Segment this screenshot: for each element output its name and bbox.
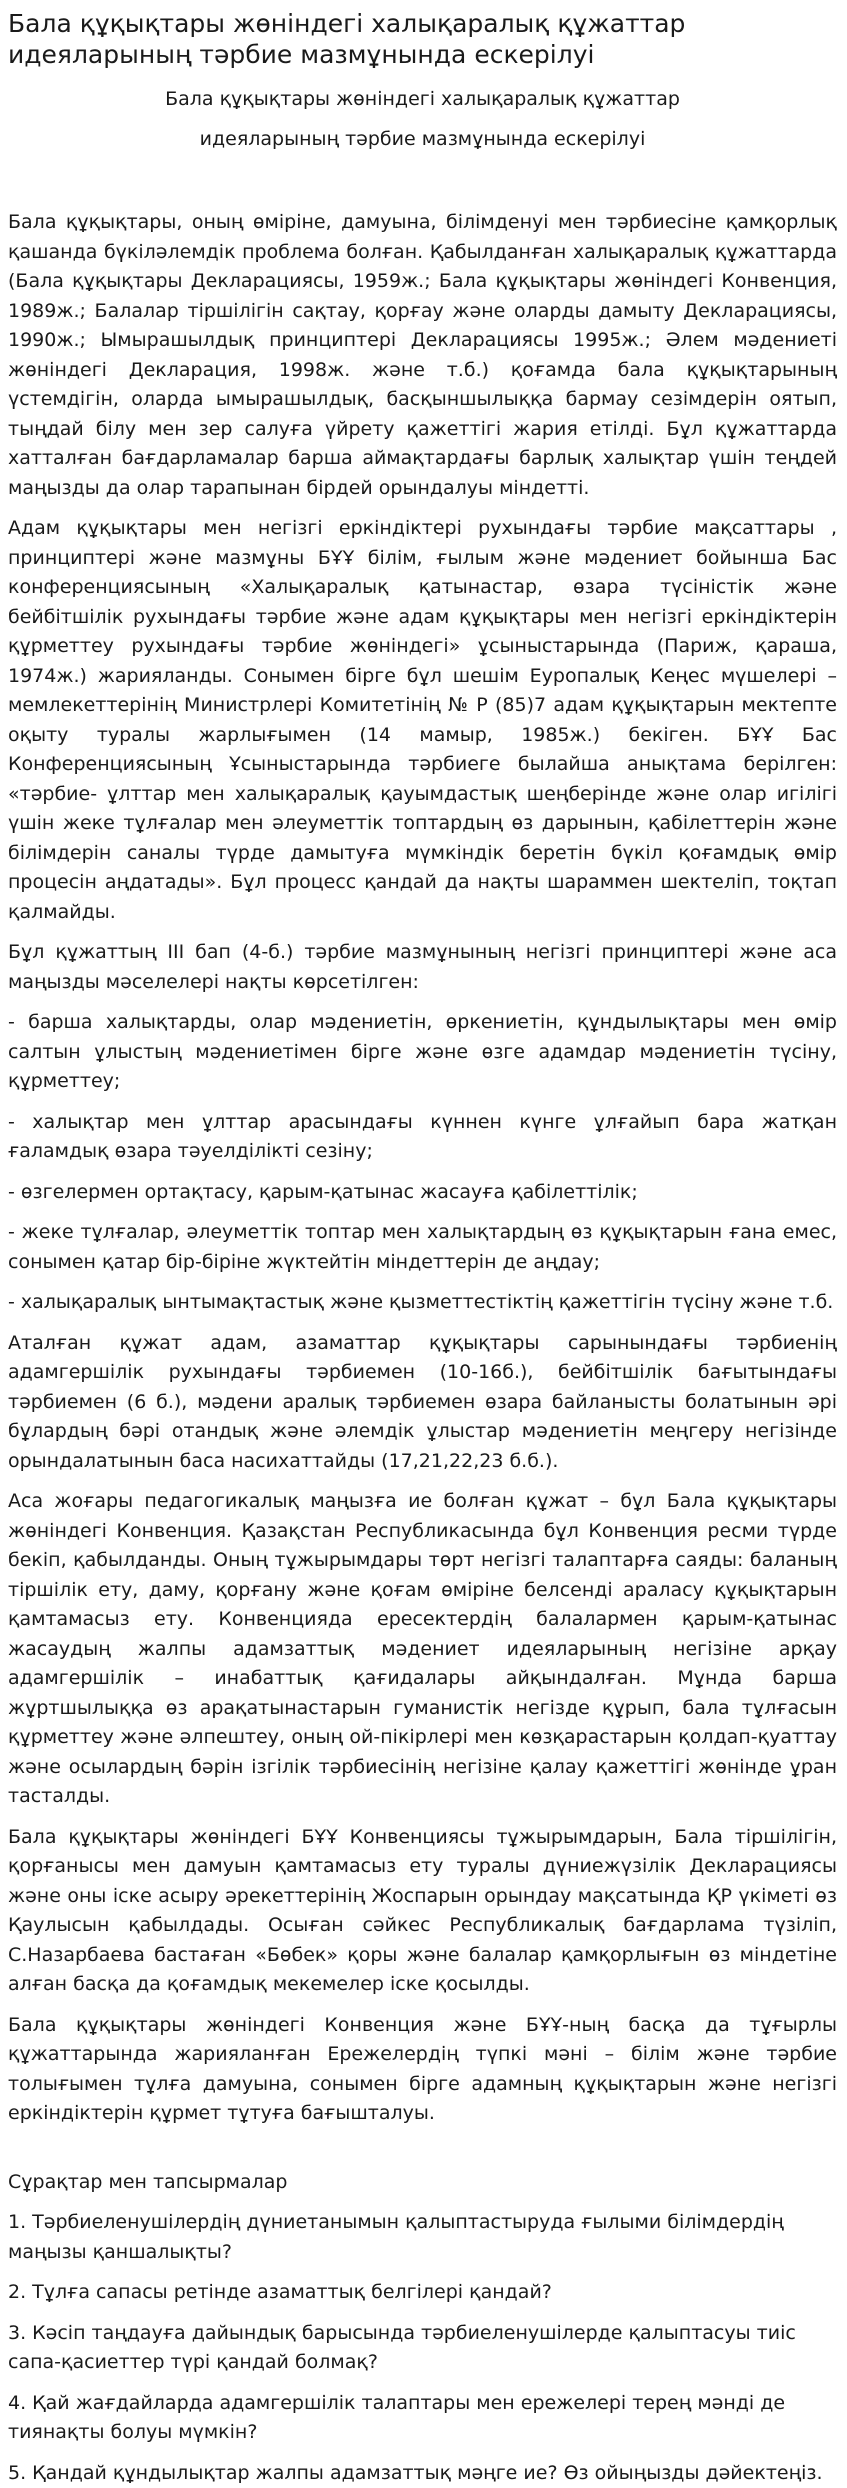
list-item: - жеке тұлғалар, әлеуметтік топтар мен халықтардың өз құқықтарын ғана емес, сонымен қатар бір-біріне жүктейтін міндеттерін де аңдау;: [8, 1218, 837, 1277]
paragraph: Бала құқықтары, оның өміріне, дамуына, білімденуі мен тәрбиесіне қамқорлық қашанда бүкіләлемдік проблема болған. Қабылданған халықаралық құжаттарда (Бала құқықтары Декларациясы, 1959ж.; Бала құқықтары жөніндегі Конвенция, 1989ж.; Балалар тіршілігін сақтау, қорғау және оларды дамыту Декларациясы, 1990ж.; Ымырашылдық принциптері Декларациясы 1995ж.; Әлем мәдениеті жөніндегі Декларация, 1998ж. және т.б.) қоғамда бала құқықтарының үстемдігін, оларда ымырашылдық, басқыншылыққа бармау сезімдерін оятып, тыңдай білу мен зер салуға үйрету қажеттігі жария етілді. Бұл құжаттарда хатталған бағдарламалар барша аймақтардағы барлық халықтар үшін теңдей маңызды да олар тарапынан бірдей орындалуы міндетті.: [8, 208, 837, 503]
paragraph: Аса жоғары педагогикалық маңызға ие болған құжат – бұл Бала құқықтары жөніндегі Конвенция. Қазақстан Республикасында бұл Конвенция ресми түрде бекіп, қабылданды. Оның тұжырымдары төрт негізгі талаптарға саяды: баланың тіршілік ету, даму, қорғану және қоғам өміріне белсенді араласу құқықтарын қамтамасыз ету. Конвенцияда ересектердің балалармен қарым-қатынас жасаудың жалпы адамзаттық мәдениет идеяларының негізіне арқау адамгершілік – инабаттық қағидалары айқындалған. Мұнда барша жұртшылыққа өз арақатынастарын гуманистік негізде құрып, бала тұлғасын құрметтеу және әлпештеу, оның ой-пікірлері мен көзқарастарын қолдап-қуаттау және осылардың бәрін ізгілік тәрбиесінің негізіне қалау қажеттігі жөнінде ұран тасталды.: [8, 1487, 837, 1812]
paragraph: Адам құқықтары мен негізгі еркіндіктері рухындағы тәрбие мақсаттары , принциптері және мазмұны БҰҰ білім, ғылым және мәдениет бойынша Бас конференциясының «Халықаралық қатынастар, өзара түсіністік және бейбітшілік рухындағы тәрбие және адам құқықтары мен негізгі еркіндіктерін құрметтеу рухындағы тәрбие жөніндегі» ұсыныстарында (Париж, қараша, 1974ж.) жарияланды. Сонымен бірге бұл шешім Еуропалық Кеңес мүшелері – мемлекеттерінің Министрлері Комитетінің № Р (85)7 адам құқықтарын мектепте оқыту туралы жарлығымен (14 мамыр, 1985ж.) бекіген. БҰҰ Бас Конференциясының Ұсыныстарында тәрбиеге былайша анықтама берілген: «тәрбие- ұлттар мен халықаралық қауымдастық шеңберінде және олар игілігі үшін жеке тұлғалар мен әлеуметтік топтардың өз дарынын, қабілеттерін және білімдерін саналы түрде дамытуға мүмкіндік беретін бүкіл қоғамдық өмір процесін аңдатады». Бұл процесс қандай да нақты шараммен шектеліп, тоқтап қалмайды.: [8, 514, 837, 927]
subtitle-line-1: Бала құқықтары жөніндегі халықаралық құжаттар: [8, 84, 837, 114]
paragraph: Аталған құжат адам, азаматтар құқықтары сарынындағы тәрбиенің адамгершілік рухындағы тәрбиемен (10-16б.), бейбітшілік бағытындағы тәрбиемен (6 б.), мәдени аралық тәрбиемен өзара байланысты болатынын әрі бұлардың бәрі отандық және әлемдік ұлыстар мәдениетін меңгеру негізінде орындалатынын баса насихаттайды (17,21,22,23 б.б.).: [8, 1329, 837, 1477]
questions-heading: Сұрақтар мен тапсырмалар: [8, 2168, 837, 2198]
list-item: - халықтар мен ұлттар арасындағы күннен күнге ұлғайып бара жатқан ғаламдық өзара тәуелділікті сезіну;: [8, 1108, 837, 1167]
list-item: - барша халықтарды, олар мәдениетін, өркениетін, құндылықтары мен өмір салтын ұлыстың мәдениетімен бірге және өзге адамдар мәдениетін түсіну, құрметтеу;: [8, 1008, 837, 1097]
document-body: [8, 208, 837, 2129]
paragraph: Бұл құжаттың III бап (4-б.) тәрбие мазмұнының негізгі принциптері және аса маңызды мәселелері нақты көрсетілген:: [8, 938, 837, 997]
list-item: - халықаралық ынтымақтастық және қызметтестіктің қажеттігін түсіну және т.б.: [8, 1288, 837, 1318]
question-item: 2. Тұлға сапасы ретінде азаматтық белгілері қандай?: [8, 2278, 837, 2308]
questions-section: [8, 2168, 837, 2488]
subtitle-line-2: идеяларының тәрбие мазмұнында ескерілуі: [8, 124, 837, 154]
paragraph: Бала құқықтары жөніндегі Конвенция және БҰҰ-ның басқа да тұғырлы құжаттарында жарияланған Ережелердің түпкі мәні – білім және тәрбие толығымен тұлға дамуына, сонымен бірге адамның құқықтарын және негізгі еркіндіктерін құрмет тұтуға бағышталуы.: [8, 2011, 837, 2129]
question-item: 5. Қандай құндылықтар жалпы адамзаттық мәңге ие? Өз ойыңызды дәйектеңіз.: [8, 2459, 837, 2488]
section-spacer: [8, 2140, 837, 2168]
question-item: 1. Тәрбиеленушілердің дүниетанымын қалыптастыруда ғылыми білімдердің маңызы қаншалықты?: [8, 2208, 837, 2267]
list-item: - өзгелермен ортақтасу, қарым-қатынас жасауға қабілеттілік;: [8, 1178, 837, 1208]
paragraph: Бала құқықтары жөніндегі БҰҰ Конвенциясы тұжырымдарын, Бала тіршілігін, қорғанысы мен дамуын қамтамасыз ету туралы дүниежүзілік Декларациясы және оны іске асыру әрекеттерінің Жоспарын орындау мақсатында ҚР үкіметі өз Қаулысын қабылдады. Осыған сәйкес Республикалық бағдарлама түзіліп, С.Назарбаева бастаған «Бөбек» қоры және балалар қамқорлығын өз міндетіне алған басқа да қоғамдық мекемелер іске қосылды.: [8, 1823, 837, 2000]
question-item: 4. Қай жағдайларда адамгершілік талаптары мен ережелері терең мәнді де тиянақты болуы мүмкін?: [8, 2389, 837, 2448]
question-item: 3. Кәсіп таңдауға дайындық барысында тәрбиеленушілерде қалыптасуы тиіс сапа-қасиеттер түрі қандай болмақ?: [8, 2319, 837, 2378]
document-title: Бала құқықтары жөніндегі халықаралық құжаттар идеяларының тәрбие мазмұнында ескерілуі: [8, 8, 837, 70]
